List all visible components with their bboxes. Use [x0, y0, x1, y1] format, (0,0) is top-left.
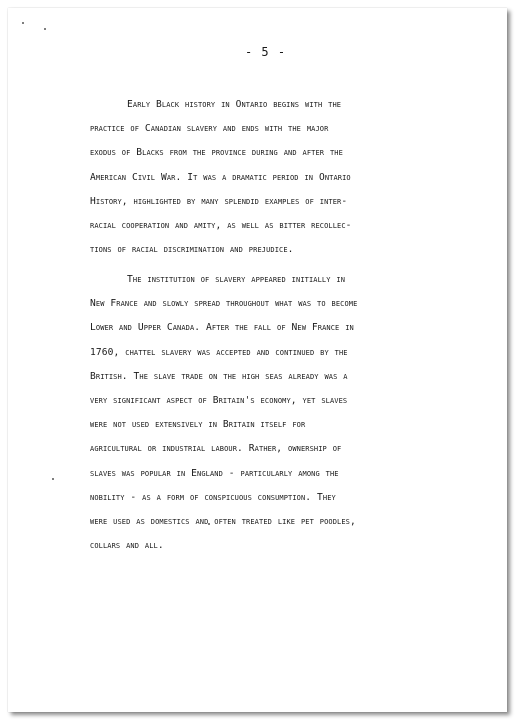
text-line: History, highlighted by many splendid examples of inter-: [90, 195, 348, 207]
text-line: exodus of Blacks from the province during and after the: [90, 147, 343, 159]
text-line: tions of racial discrimination and prejudice.: [90, 244, 294, 256]
paragraph-1: [90, 93, 460, 262]
text-line: The institution of slavery appeared initially in: [127, 274, 346, 285]
paper-speck: [22, 22, 24, 24]
text-line: Lower and Upper Canada. After the fall of New France in: [90, 322, 354, 334]
text-line: very significant aspect of Britain's economy, yet slaves: [90, 395, 348, 407]
paper-speck: [52, 478, 54, 480]
page-number: - 5 -: [244, 45, 287, 59]
text-line: New France and slowly spread throughout what was to become: [90, 298, 358, 310]
text-line: 1760, chattel slavery was accepted and continued by the: [90, 346, 348, 358]
text-line: agricultural or industrial labour. Rather, ownership of: [90, 443, 342, 455]
text-line: racial cooperation and amity, as well as bitter recollec-: [90, 220, 352, 232]
text-line: Early Black history in Ontario begins with the: [127, 99, 342, 110]
paper-speck: [44, 28, 46, 30]
text-line: were not used extensively in Britain itself for: [90, 419, 306, 431]
text-line: nobility - as a form of conspicuous consumption. They: [90, 491, 336, 503]
text-line: collars and all.: [90, 540, 164, 552]
document-page: [8, 8, 507, 712]
paragraph-2: [90, 268, 460, 558]
text-line: practice of Canadian slavery and ends with the major: [90, 123, 329, 135]
text-line: American Civil War. It was a dramatic period in Ontario: [90, 171, 351, 183]
text-line: slaves was popular in England - particularly among the: [90, 467, 339, 479]
text-line: were used as domestics and often treated like pet poodles,: [90, 516, 356, 528]
text-line: British. The slave trade on the high seas already was a: [90, 370, 348, 382]
